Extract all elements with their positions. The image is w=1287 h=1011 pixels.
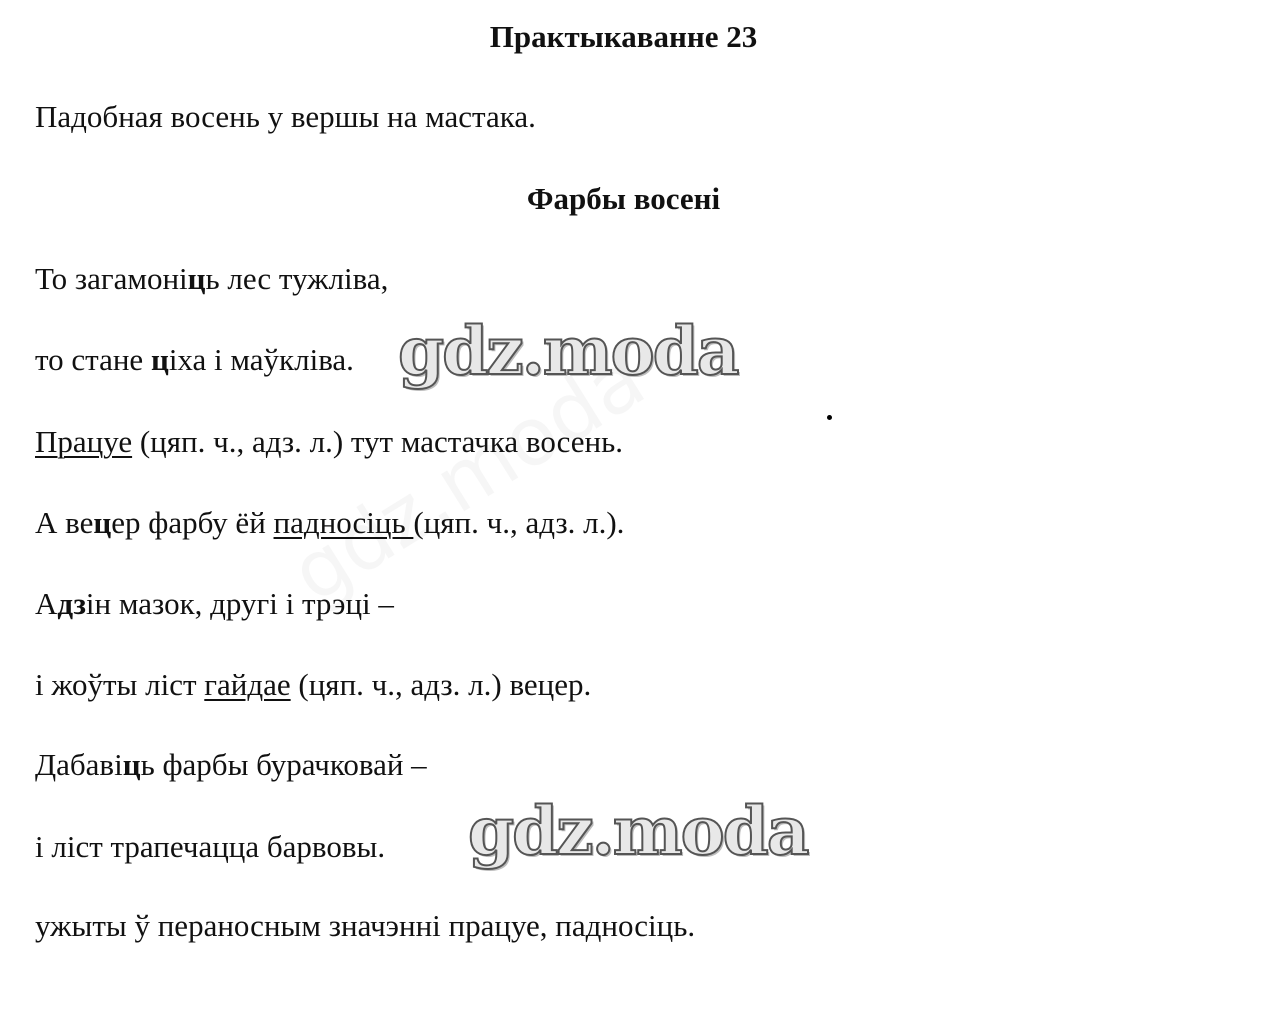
watermark-logo: gdz.moda xyxy=(398,312,738,390)
watermark-logo: gdz.moda xyxy=(468,792,808,870)
poem-line-1: То загамоніць лес тужліва, xyxy=(35,261,389,296)
poem-line-3: Працуе (цяп. ч., адз. л.) тут мастачка восень. xyxy=(35,424,623,459)
intro-text: Падобная восень у вершы на мастака. xyxy=(35,99,536,134)
page-title: Практыкаванне 23 xyxy=(489,19,758,54)
poem-line-7: Дабавіць фарбы бурачковай – xyxy=(35,747,427,782)
poem-line-2: то стане ціха і маўкліва. xyxy=(35,342,354,377)
poem-line-4: А вецер фарбу ёй падносіць (цяп. ч., адз. л.). xyxy=(35,505,625,540)
poem-title: Фарбы восені xyxy=(526,181,721,216)
note-line: ужыты ў пераносным значэнні працуе, падносіць. xyxy=(35,908,696,943)
poem-line-5: Адзін мазок, другі і трэці – xyxy=(35,586,394,621)
stray-dot xyxy=(827,415,832,420)
poem-line-8: і ліст трапечацца барвовы. xyxy=(35,829,386,864)
poem-line-6: і жоўты ліст гайдае (цяп. ч., адз. л.) вецер. xyxy=(35,667,592,702)
